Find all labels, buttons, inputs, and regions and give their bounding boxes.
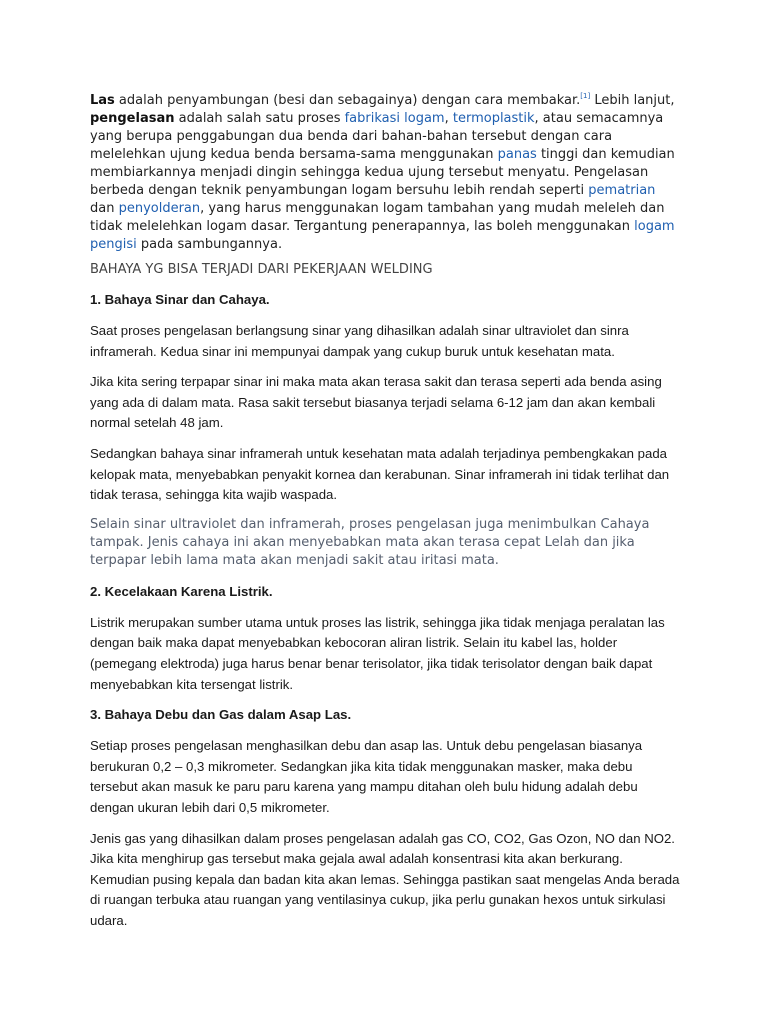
section1-paragraph-2: Jika kita sering terpapar sinar ini maka mata akan terasa sakit dan terasa seperti ada benda asing yang ada di dalam mata. Rasa sakit tersebut biasanya terjadi selama 6-12 jam dan akan kembali normal setelah 48 jam. [90, 374, 662, 431]
section1-paragraph-4: Selain sinar ultraviolet dan inframerah, proses pengelasan juga menimbulkan Cahaya tampak. Jenis cahaya ini akan menyebabkan mata akan terasa cepat Lelah dan jika terpapar lebih lama mata akan menjadi sakit atau iritasi mata. [90, 516, 650, 568]
link-panas[interactable]: panas [497, 147, 537, 162]
section1-paragraph-1: Saat proses pengelasan berlangsung sinar yang dihasilkan adalah sinar ultraviolet dan sinra inframerah. Kedua sinar ini mempunyai dampak yang cukup buruk untuk kesehatan mata. [90, 323, 629, 359]
section3-paragraph-2: Jenis gas yang dihasilkan dalam proses pengelasan adalah gas CO, CO2, Gas Ozon, NO dan NO2. Jika kita menghirup gas tersebut maka gejala awal adalah konsentrasi kita akan berkurang. Kemudian pusing kepala dan badan kita akan lemas. Sehingga pastikan saat mengelas Anda berada di ruangan terbuka atau ruangan yang ventilasinya cukup, jika perlu gunakan hexos untuk sirkulasi udara. [90, 830, 680, 928]
document-page [90, 92, 680, 941]
link-pematrian[interactable]: pematrian [588, 183, 656, 198]
section3-paragraph-1: Setiap proses pengelasan menghasilkan debu dan asap las. Untuk debu pengelasan biasanya berukuran 0,2 – 0,3 mikrometer. Sedangkan jika kita tidak menggunakan masker, maka debu tersebut akan masuk ke paru paru karena yang mampu ditahan oleh bulu hidung adalah debu dengan ukuran lebih dari 0,5 mikrometer. [90, 738, 643, 815]
term-pengelasan: pengelasan [90, 111, 175, 126]
link-logam-pengisi[interactable]: logam pengisi [90, 219, 675, 252]
link-fabrikasi-logam[interactable]: fabrikasi logam [344, 111, 445, 126]
section2-heading: 2. Kecelakaan Karena Listrik. [90, 583, 273, 599]
link-penyolderan[interactable]: penyolderan [118, 201, 201, 216]
danger-title: BAHAYA YG BISA TERJADI DARI PEKERJAAN WELDING [90, 262, 433, 277]
section1-heading: 1. Bahaya Sinar dan Cahaya. [90, 292, 270, 307]
term-las: Las [90, 93, 115, 108]
link-termoplastik[interactable]: termoplastik [452, 111, 535, 126]
section1-paragraph-3: Sedangkan bahaya sinar inframerah untuk kesehatan mata adalah terjadinya pembengkakan pada kelopak mata, menyebabkan penyakit kornea dan kerabunan. Sinar inframerah ini tidak terlihat dan tidak terasa, sehingga kita wajib waspada. [90, 445, 670, 503]
citation-ref[interactable]: [1] [580, 92, 591, 100]
section2-paragraph-1: Listrik merupakan sumber utama untuk proses las listrik, sehingga jika tidak menjaga peralatan las dengan baik maka dapat menyebabkan kebocoran aliran listrik. Selain itu kabel las, holder (pemegang elektroda) juga harus benar benar terisolator, jika tidak terisolator dengan baik dapat menyebabkan kita tersengat listrik. [90, 614, 665, 692]
intro-paragraph: Las adalah penyambungan (besi dan sebagainya) dengan cara membakar.[1] Lebih lanjut, pengelasan adalah salah satu proses fabrikasi logam, termoplastik, atau semacamnya yang berupa penggabungan dua benda dari bahan-bahan tersebut dengan cara melelehkan ujung kedua benda bersama-sama menggunakan panas tinggi dan kemudian membiarkannya menjadi dingin sehingga kedua ujung tersebut menyatu. Pengelasan berbeda dengan teknik penyambungan logam bersuhu lebih rendah seperti pematrian dan penyolderan, yang harus menggunakan logam tambahan yang mudah meleleh dan tidak melelehkan logam dasar. Tergantung penerapannya, las boleh menggunakan logam pengisi pada sambungannya. [90, 92, 675, 252]
section3-heading: 3. Bahaya Debu dan Gas dalam Asap Las. [90, 707, 352, 723]
